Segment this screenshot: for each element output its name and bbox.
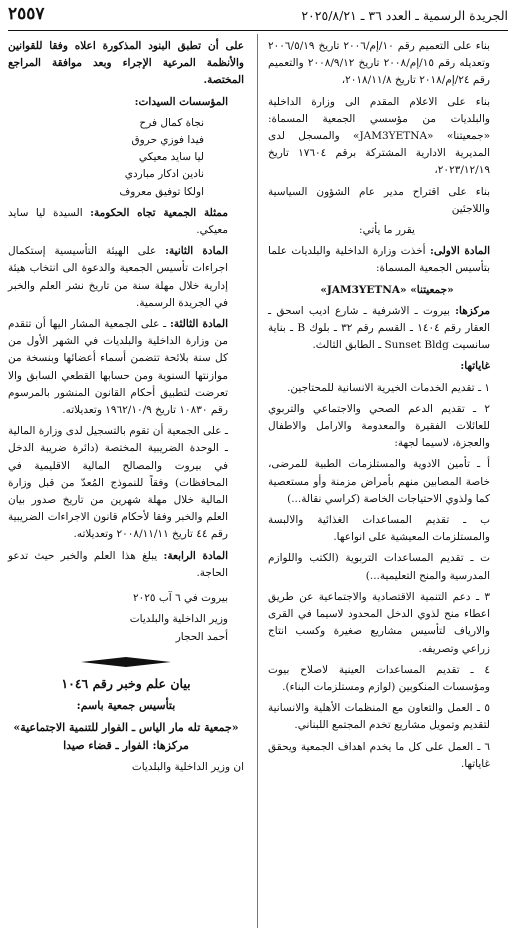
section-separator-icon xyxy=(81,656,171,668)
article-2-text: على الهيئة التأسيسية إستكمال اجراءات تأسيس الجمعية والدعوة الى انتخاب هيئة إدارية خلال مهلة سنة من تاريخ نشر العلم والخبر في الجريدة الرسمية. xyxy=(8,245,228,309)
founder-item: نادين ادكار مباردي xyxy=(124,168,204,181)
left-column xyxy=(8,38,244,780)
goal-2c: ت ـ تقديم المساعدات التربوية (الكتب واللوازم المدرسية والمنح التعليمية...) xyxy=(268,552,490,582)
clause-proposal: بناء على اقتراح مدير عام الشؤون السياسية واللاجئين xyxy=(268,185,490,215)
founders-list xyxy=(8,115,244,201)
article-3-tax-registration: ـ على الجمعية أن تقوم بالتسجيل لدى وزارة المالية ـ الوحدة الضريبية المختصة (دائرة ضريبة الدخل في بيروت والمصالح المالية الاقليمية في المحافظات) وفقاً للنموذج المُعدّ من قبل وزارة المالية خلال مهلة شهرين من تاريخ صدور بيان العلم والخبر وفقا لأحكام قانون الاجراءات الضريبية رقم ٤٤ تاريخ ٢٠٠٨/١١/١١ وتعديلاته. xyxy=(8,425,228,541)
article-4-label: المادة الرابعة: xyxy=(163,549,229,562)
header-rule xyxy=(8,30,508,31)
founders-label: المؤسسات السيدات: xyxy=(134,95,228,108)
goal-2b: ب ـ تقديم المساعدات الغذائية والالبسة والمستلزمات المعيشية على انواعها. xyxy=(268,514,490,544)
notice-title: بيان علم وخبر رقم ١٠٤٦ xyxy=(61,675,191,691)
goal-1: ١ ـ تقديم الخدمات الخيرية الانسانية للمحتاجين. xyxy=(287,381,490,394)
right-column xyxy=(268,38,506,777)
article-2 xyxy=(8,243,244,312)
founder-item: ليا سايد معيكي xyxy=(138,151,204,164)
representative-text: السيدة ليا سايد معيكي. xyxy=(8,206,228,237)
goal-4: ٤ ـ تقديم المساعدات العينية لاصلاح بيوت ومؤسسات المنكوبين (لوازم ومستلزمات البناء). xyxy=(268,663,490,693)
notice-subtitle: بتأسيس جمعية باسم: xyxy=(76,698,176,712)
article-1-label: المادة الاولى: xyxy=(429,245,490,258)
gazette-title: الجريدة الرسمية ـ العدد ٣٦ ـ ٢٠٢٥/٨/٢١ xyxy=(301,8,508,23)
government-representative xyxy=(8,205,244,239)
goal-6: ٦ ـ العمل على كل ما يخدم اهداف الجمعية ويحقق غاياتها. xyxy=(268,740,490,770)
article-4-text: يبلغ هذا العلم والخبر حيث تدعو الحاجة. xyxy=(8,549,228,579)
headquarters xyxy=(268,303,506,355)
article-2-label: المادة الثانية: xyxy=(165,245,228,258)
headquarters-text: بيروت ـ الاشرفية ـ شارع اديب اسحق ـ العقار رقم ١٤٠٤ ـ القسم رقم ٣٢ ـ بلوك B ـ بناية سانسيت Sunset Bldg ـ الطابق الثالث. xyxy=(268,304,490,352)
intro-clause: على أن تطبق البنود المذكورة اعلاه وفقا للقوانين والأنظمة المرعية الإجراء وبعد موافقة المراجع المختصة. xyxy=(8,40,244,87)
article-1-text: أخذت وزارة الداخلية والبلديات علما بتأسيس الجمعية المسماة: xyxy=(268,245,490,275)
goals-label: غاياتها: xyxy=(460,360,490,373)
article-1 xyxy=(268,243,506,277)
goal-2: ٢ ـ تقديم الدعم الصحي والاجتماعي والتربوي للعائلات الفقيرة والمعدومة والارامل والاطفال والعجزة، لاسيما لجهة: xyxy=(268,402,490,450)
founder-item: اولكا توفيق معروف xyxy=(119,185,204,198)
article-3 xyxy=(8,316,244,419)
signer-name: أحمد الحجار xyxy=(175,630,228,643)
article-4 xyxy=(8,548,244,582)
founder-item: فيدا فوزي حروق xyxy=(131,134,204,147)
clause-circular: بناء على التعميم رقم ١٠/إم/٢٠٠٦ تاريخ ٢٠٠٦/٥/١٩ وتعديله رقم ١٥/إم/٢٠٠٨ تاريخ ٢٠٠٨/٩/١٢ والتعميم رقم ٢٤/إم/٢٠١٨ تاريخ ٢٠١٨/١١/٨، xyxy=(268,40,490,87)
clause-notification: بناء على الاعلام المقدم الى وزارة الداخلية والبلديات من مؤسسي الجمعية المسماة: «جمعيتنا» «JAM3YETNA» والمسجل لدى المديرية الادارية المشتركة برقم ١٧٦٠٤ تاريخ ٢٠٢٣/١٢/١٩، xyxy=(268,95,491,177)
notice-association-name: «جمعية تله مار الياس ـ الفوار للتنمية الاجتماعية» مركزها: الفوار ـ قضاء صيدا xyxy=(13,720,239,752)
goal-2a: أ ـ تأمين الادوية والمستلزمات الطبية للمرضى، خاصة المصابين منهم بأمراض مزمنة وأو مستعصية كما ولذوي الاحتياجات الخاصة (كراسي نقالة...) xyxy=(268,458,490,505)
column-divider xyxy=(257,34,258,928)
representative-label: ممثلة الجمعية تجاه الحكومة: xyxy=(90,206,228,219)
founder-item: نجاة كمال فرح xyxy=(139,116,204,129)
goal-3: ٣ ـ دعم التنمية الاقتصادية والاجتماعية عن طريق اعطاء منح لذوي الدخل المحدود لاسيما في القرى والارياف لتأسيس مشاريع صغيرة وكسب انتاج زراعي وتصريفه. xyxy=(268,590,490,655)
article-3-text: ـ على الجمعية المشار اليها أن تتقدم من وزارة الداخلية والبلديات في الشهر الأول من كل سنة بلائحة تتضمن أسماء أعضائها وبنسخة من موازنتها السنوية ومن حسابها القطعي السابق والا تعرضت لتطبيق أحكام القانون المنشور بالمرسوم رقم ١٠٨٣٠ تاريخ ١٩٦٢/١٠/٩ وتعديلاته. xyxy=(8,318,228,417)
page-number: ٢٥٥٧ xyxy=(8,4,45,24)
headquarters-label: مركزها: xyxy=(455,304,490,317)
page-header xyxy=(8,4,508,30)
place-date: بيروت في ٦ آب ٢٠٢٥ xyxy=(133,592,228,605)
goal-5: ٥ ـ العمل والتعاون مع المنظمات الأهلية والانسانية لتقديم وتمويل مشاريع تخدم المجتمع اللبناني. xyxy=(268,702,490,732)
article-3-label: المادة الثالثة: xyxy=(170,318,229,331)
decides-line: يقرر ما يأتي: xyxy=(359,224,415,237)
signer-title: وزير الداخلية والبلديات xyxy=(129,613,228,626)
association-name: «جمعيتنا» «JAM3YETNA» xyxy=(320,283,454,296)
notice-issuer: ان وزير الداخلية والبلديات xyxy=(131,760,244,773)
